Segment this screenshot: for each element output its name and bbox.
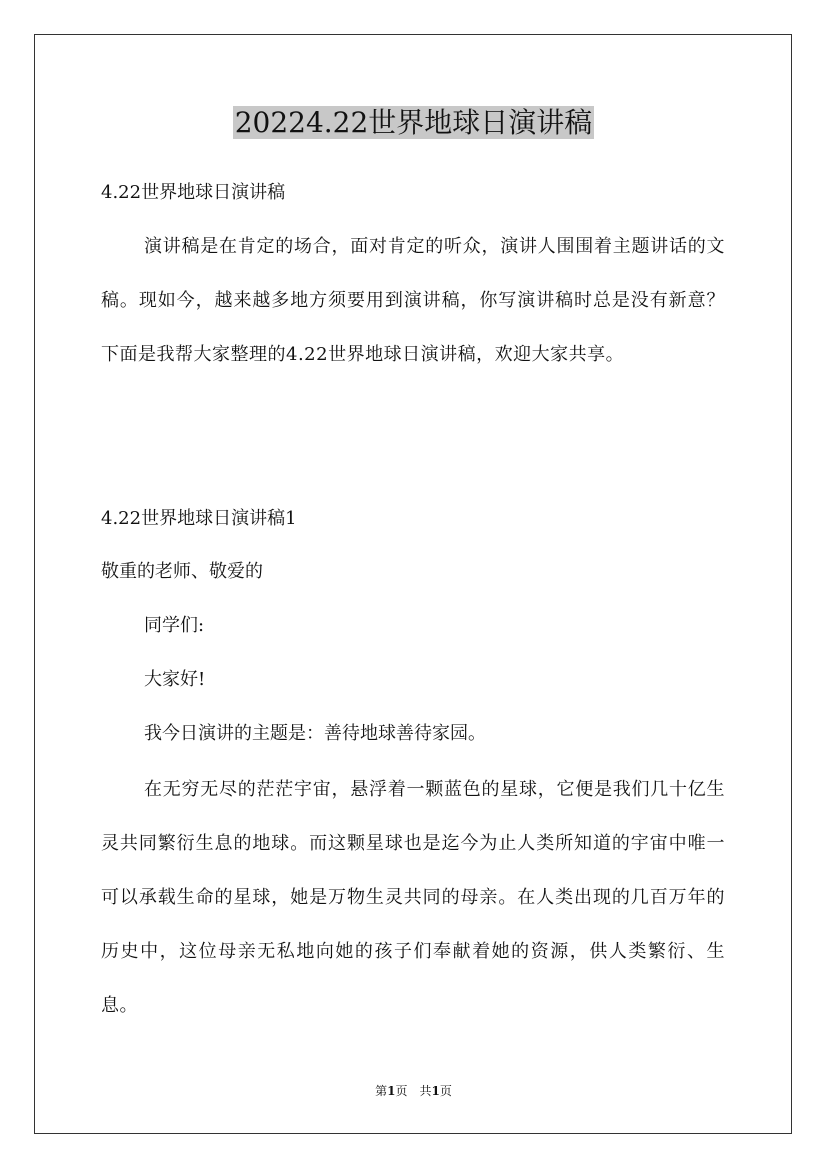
greeting-line-2: 同学们: xyxy=(144,615,205,636)
document-title xyxy=(0,103,827,143)
page-footer xyxy=(0,1083,827,1099)
greeting-line-1: 敬重的老师、敬爱的 xyxy=(101,561,263,582)
page-number: 1 xyxy=(387,1084,396,1098)
intro-paragraph: 演讲稿是在肯定的场合，面对肯定的听众，演讲人围围着主题讲话的文稿。现如今，越来越多地方须要用到演讲稿，你写演讲稿时总是没有新意？下面是我帮大家整理的4.22世界地球日演讲稿，欢迎大家共享。 xyxy=(101,236,725,365)
document-subtitle: 4.22世界地球日演讲稿 xyxy=(101,182,286,203)
body-paragraph: 在无穷无尽的茫茫宇宙，悬浮着一颗蓝色的星球，它便是我们几十亿生灵共同繁衍生息的地球。而这颗星球也是迄今为止人类所知道的宇宙中唯一可以承载生命的星球，她是万物生灵共同的母亲。在人类出现的几百万年的历史中，这位母亲无私地向她的孩子们奉献着她的资源，供人类繁衍、生息。 xyxy=(101,779,725,1016)
hello-line: 大家好! xyxy=(144,669,206,690)
document-title-text: 20224.22世界地球日演讲稿 xyxy=(234,106,593,139)
page-prefix: 第 xyxy=(375,1084,388,1098)
page-suffix: 页 xyxy=(439,1084,452,1098)
page-total: 1 xyxy=(431,1084,440,1098)
topic-line: 我今日演讲的主题是：善待地球善待家园。 xyxy=(144,723,486,744)
page-mid: 页 共 xyxy=(395,1084,432,1098)
section-heading: 4.22世界地球日演讲稿1 xyxy=(101,508,297,529)
